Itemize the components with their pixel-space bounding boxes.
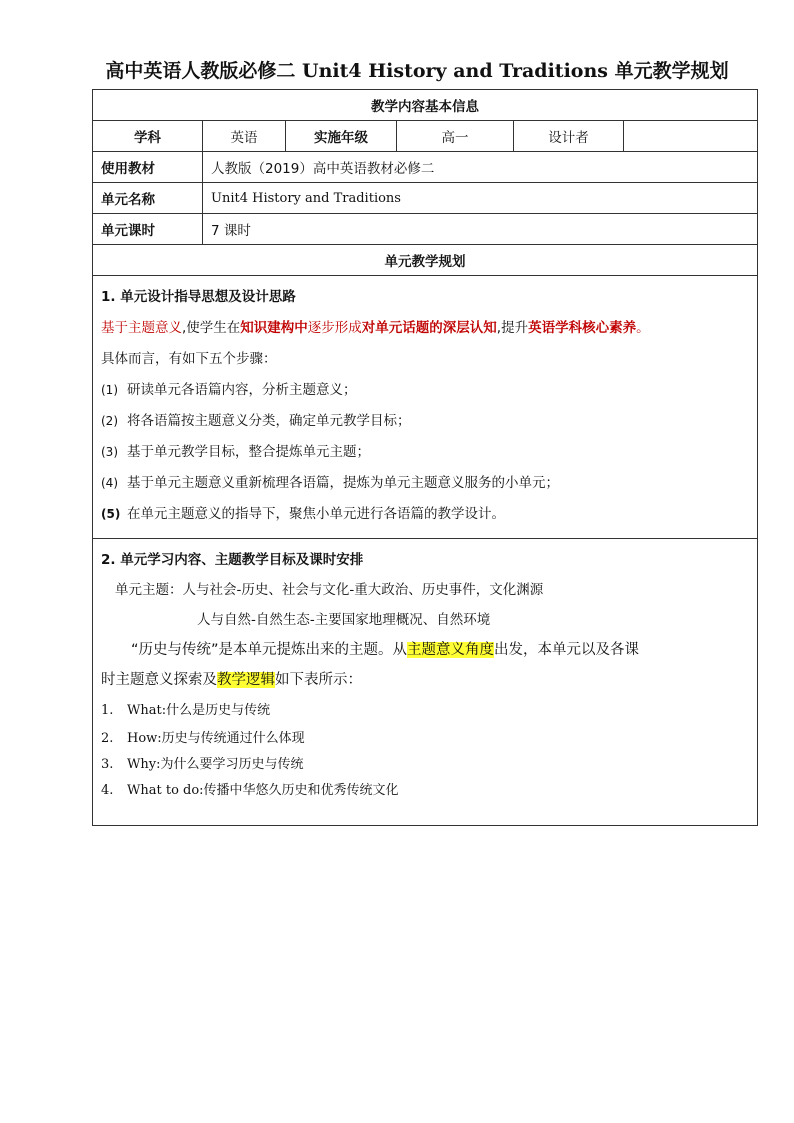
step-number: (3)	[101, 445, 118, 459]
list-text: How:历史与传统通过什么体现	[127, 731, 305, 746]
grade-label: 实施年级	[286, 121, 397, 152]
list-number: 3.	[101, 757, 114, 772]
unit-theme-line-2: 人与自然-自然生态-主要国家地理概况、自然环境	[197, 612, 491, 628]
highlighted-text: 主题意义角度	[407, 642, 495, 658]
design-rationale-section	[93, 276, 758, 539]
list-text: What to do:传播中华悠久历史和优秀传统文化	[127, 783, 399, 798]
list-text: Why:为什么要学习历史与传统	[127, 757, 304, 772]
intro-part-4: 逐步形成	[307, 320, 362, 336]
intro-part-6: ,提升	[496, 320, 529, 336]
step-text: 基于单元主题意义重新梳理各语篇，提炼为单元主题意义服务的小单元；	[127, 475, 559, 491]
theme-paragraph-line-2	[101, 665, 749, 695]
highlighted-text: 教学逻辑	[217, 672, 275, 688]
logic-list-item	[101, 695, 749, 725]
intro-part-5: 对单元话题的深层认知	[361, 320, 497, 336]
intro-part-3: 知识建构中	[240, 320, 308, 336]
list-number: 1.	[101, 703, 114, 718]
designer-label: 设计者	[514, 121, 624, 152]
intro-part-1: 基于主题意义	[101, 320, 182, 336]
unit-label: 单元名称	[93, 183, 203, 214]
intro-part-7: 英语学科核心素养	[528, 320, 637, 336]
unit-theme-line-1: 单元主题：人与社会-历史、社会与文化-重大政治、历史事件，文化渊源	[115, 582, 544, 598]
step-text: 在单元主题意义的指导下，聚焦小单元进行各语篇的教学设计。	[127, 506, 505, 522]
step-number: (1)	[101, 383, 118, 397]
step-number: (4)	[101, 476, 118, 490]
step-number: (5)	[101, 507, 121, 521]
step-text: 研读单元各语篇内容，分析主题意义；	[127, 382, 357, 398]
subject-value: 英语	[203, 121, 286, 152]
intro-part-2: ,使学生在	[182, 320, 241, 336]
step-text: 将各语篇按主题意义分类，确定单元教学目标；	[127, 413, 411, 429]
designer-value	[624, 121, 758, 152]
document-title: 高中英语人教版必修二 Unit4 History and Traditions 单元教学规划	[105, 60, 729, 82]
textbook-label: 使用教材	[93, 152, 203, 183]
step-item	[101, 406, 749, 437]
step-text: 基于单元教学目标，整合提炼单元主题；	[127, 444, 370, 460]
section1-intro	[101, 313, 749, 344]
unit-value: Unit4 History and Traditions	[203, 183, 758, 214]
paragraph-text: 出发，本单元以及各课	[494, 642, 640, 658]
planning-header: 单元教学规划	[93, 245, 758, 276]
step-item	[101, 437, 749, 468]
step-item	[101, 468, 749, 499]
textbook-value: 人教版（2019）高中英语教材必修二	[203, 152, 758, 183]
logic-list-item	[101, 751, 749, 777]
logic-list-item	[101, 725, 749, 751]
hours-label: 单元课时	[93, 214, 203, 245]
step-item	[101, 499, 749, 530]
step-number: (2)	[101, 414, 118, 428]
paragraph-text: 时主题意义探索及	[101, 672, 217, 688]
section2-heading: 2. 单元学习内容、主题教学目标及课时安排	[101, 552, 364, 568]
theme-paragraph-line-1	[101, 635, 749, 665]
section1-lead: 具体而言，有如下五个步骤：	[101, 351, 277, 367]
list-number: 2.	[101, 731, 114, 746]
paragraph-text: 如下表所示：	[275, 672, 362, 688]
list-text: What:什么是历史与传统	[127, 703, 271, 718]
list-number: 4.	[101, 783, 114, 798]
logic-list-item	[101, 777, 749, 803]
planning-table	[92, 89, 758, 826]
step-item	[101, 375, 749, 406]
basic-info-header: 教学内容基本信息	[93, 90, 758, 121]
content-objectives-section	[93, 539, 758, 826]
hours-value: 7 课时	[203, 214, 758, 245]
intro-part-8: 。	[636, 320, 650, 336]
subject-label: 学科	[93, 121, 203, 152]
paragraph-text: “历史与传统”是本单元提炼出来的主题。从	[131, 642, 408, 658]
section1-heading: 1. 单元设计指导思想及设计思路	[101, 289, 296, 305]
grade-value: 高一	[397, 121, 514, 152]
